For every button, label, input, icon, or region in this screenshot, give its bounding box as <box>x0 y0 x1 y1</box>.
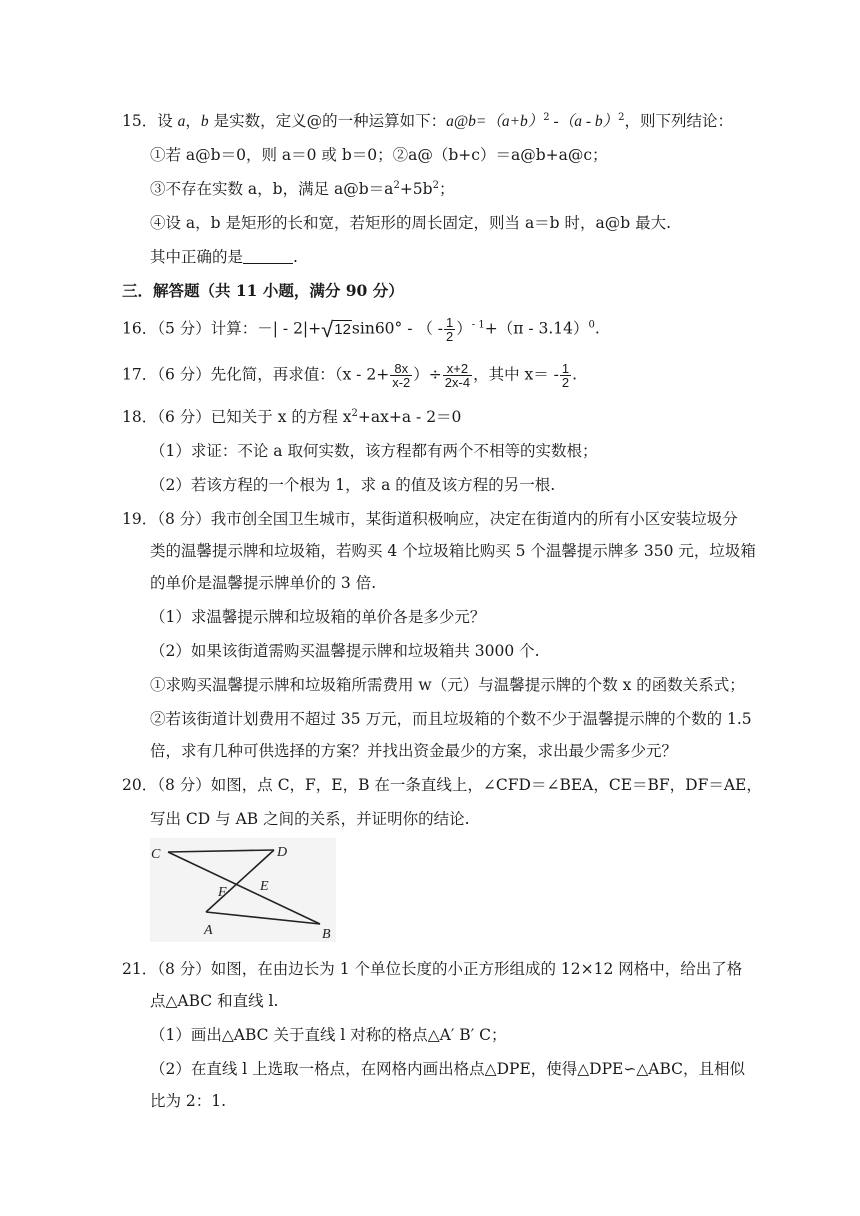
q21-part-2b: 比为 2：1. <box>150 1092 227 1110</box>
q19-sub-2b: 倍，求有几种可供选择的方案？并找出资金最少的方案，求出最少需多少元？ <box>150 742 678 760</box>
label-e: E <box>260 879 269 894</box>
geometry-figure <box>150 838 336 942</box>
q18-part-2: （2）若该方程的一个根为 1，求 a 的值及该方程的另一根. <box>150 476 556 494</box>
q17-line: 17．（6 分）先化简，再求值：（x - 2+ $\frac{8x}{x-2}$ ）÷ $\frac{x+2}{2x-4}$ ，其中 x＝ - $\frac{1}{2}$ . <box>122 361 578 390</box>
q19-line-3: 的单价是温馨提示牌单价的 3 倍. <box>150 574 377 592</box>
label-f: F <box>218 885 227 900</box>
q21-line-1: 21．（8 分）如图，在由边长为 1 个单位长度的小正方形组成的 12×12 网格中，给出了格 <box>122 960 743 978</box>
q15-option-1-2: ①若 a@b＝0，则 a＝0 或 b＝0；②a@（b+c）＝a@b+a@c； <box>150 146 608 164</box>
q19-sub-1: ①求购买温馨提示牌和垃圾箱所需费用 w（元）与温馨提示牌的个数 x 的函数关系式； <box>150 676 745 694</box>
q19-line-1: 19．（8 分）我市创全国卫生城市，某街道积极响应，决定在街道内的所有小区安装垃圾分 <box>122 510 738 528</box>
answer-blank[interactable] <box>243 247 293 264</box>
q18-stem: 18．（6 分）已知关于 x 的方程 $x^2+ax+a - 2=0$ <box>122 407 462 426</box>
q19-line-2: 类的温馨提示牌和垃圾箱，若购买 4 个垃圾箱比购买 5 个温馨提示牌多 350 元，垃圾箱 <box>150 542 756 560</box>
section-heading: 三．解答题（共 11 小题，满分 90 分） <box>122 281 404 300</box>
label-c: C <box>151 847 161 862</box>
label-b: B <box>322 927 331 942</box>
label-d: D <box>277 845 288 860</box>
sqrt-symbol: √12 <box>321 316 351 342</box>
q16-line: 16．（5 分）计算：－| - 2|+√12sin60° - （ - $\frac{1}{2}$ ）$^{- 1}$+（π - 3.14）$^0$. <box>122 315 600 344</box>
q15-answer-line: 其中正确的是 . <box>150 248 298 266</box>
q21-line-2: 点△ABC 和直线 l. <box>150 992 279 1010</box>
q19-sub-2a: ②若该街道计划费用不超过 35 万元，而且垃圾箱的个数不少于温馨提示牌的个数的 1.5 <box>150 710 752 728</box>
fraction: $\frac{x+2}{2x-4}$ <box>444 361 471 390</box>
label-a: A <box>204 923 213 938</box>
q20-line-2: 写出 CD 与 AB 之间的关系，并证明你的结论. <box>150 810 470 828</box>
q15-stem: 15．设 a，b 是实数，定义@的一种运算如下：$a@b=(a+b)^2$ -（a - b）$^2$，则下列结论： <box>122 111 734 130</box>
q20-line-1: 20．（8 分）如图，点 C，F，E，B 在一条直线上，∠CFD＝∠BEA，CE＝BF，DF＝AE， <box>122 776 762 794</box>
fraction: $\frac{1}{2}$ <box>446 315 454 344</box>
q15-option-4: ④设 a，b 是矩形的长和宽，若矩形的周长固定，则当 a＝b 时，a@b 最大. <box>150 214 672 232</box>
q15-option-3: ③不存在实数 a，b，满足 $a@b=a^2+5b^2$； <box>150 179 455 198</box>
fraction: $\frac{1}{2}$ <box>561 361 570 390</box>
q19-part-2: （2）如果该街道需购买温馨提示牌和垃圾箱共 3000 个. <box>150 642 540 660</box>
q18-part-1: （1）求证：不论 a 取何实数，该方程都有两个不相等的实数根； <box>150 442 598 460</box>
q21-part-1: （1）画出△ABC 关于直线 l 对称的格点△A′ B′ C； <box>150 1026 507 1044</box>
fraction: $\frac{8x}{x-2}$ <box>392 361 411 390</box>
q21-part-2a: （2）在直线 l 上选取一格点，在网格内画出格点△DPE，使得△DPE∽△ABC，且相似 <box>150 1060 745 1078</box>
q19-part-1: （1）求温馨提示牌和垃圾箱的单价各是多少元？ <box>150 608 486 626</box>
